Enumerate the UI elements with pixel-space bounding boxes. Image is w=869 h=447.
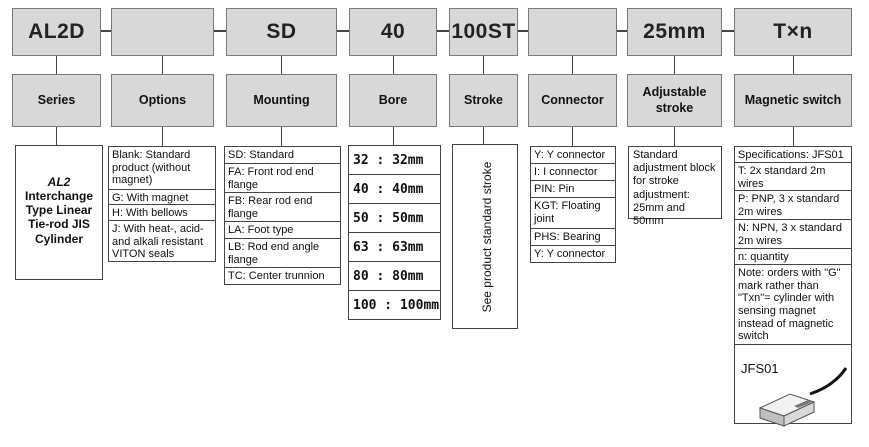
connector-list bbox=[530, 146, 616, 263]
code-bore: 40 bbox=[349, 8, 437, 56]
series-model: AL2 bbox=[47, 175, 71, 189]
connector-line bbox=[393, 56, 394, 74]
code-adjustable-stroke: 25mm bbox=[627, 8, 722, 56]
connector-line bbox=[281, 127, 282, 146]
series-description bbox=[16, 175, 102, 246]
header-options: Options bbox=[111, 74, 214, 127]
connector-item: PHS: Bearing bbox=[530, 228, 616, 246]
header-adjustable-stroke: Adjustable stroke bbox=[627, 74, 722, 127]
connector-line bbox=[393, 127, 394, 145]
connector-line bbox=[483, 56, 484, 74]
bore-item: 50 : 50mm bbox=[348, 203, 441, 233]
option-item: Blank: Standard product (without magnet) bbox=[108, 146, 216, 190]
bore-item: 40 : 40mm bbox=[348, 174, 441, 204]
bore-item: 63 : 63mm bbox=[348, 232, 441, 262]
dash-7 bbox=[722, 30, 734, 32]
bore-item: 100 : 100mm bbox=[348, 290, 441, 320]
connector-item: Y: Y connector bbox=[530, 146, 616, 164]
connector-line bbox=[162, 127, 163, 146]
series-name: Interchange Type Linear Tie-rod JIS Cylinder bbox=[24, 189, 93, 246]
dash-4 bbox=[437, 30, 449, 32]
header-magnetic-switch: Magnetic switch bbox=[734, 74, 852, 127]
bore-list bbox=[348, 145, 441, 320]
bore-item: 80 : 80mm bbox=[348, 261, 441, 291]
header-bore: Bore bbox=[349, 74, 437, 127]
header-series: Series bbox=[12, 74, 101, 127]
magnetic-switch-item: Note: orders with "G" mark rather than "Txn"= cylinder with sensing magnet instead of magnetic switch bbox=[734, 264, 852, 345]
dash-6 bbox=[617, 30, 627, 32]
connector-line bbox=[56, 56, 57, 74]
mounting-item: SD: Standard bbox=[224, 146, 341, 164]
connector-item: PIN: Pin bbox=[530, 180, 616, 198]
option-item: G: With magnet bbox=[108, 189, 216, 205]
connector-line bbox=[281, 56, 282, 74]
header-connector: Connector bbox=[528, 74, 617, 127]
dash-2 bbox=[214, 30, 226, 32]
code-magnetic-switch: T×n bbox=[734, 8, 852, 56]
connector-line bbox=[572, 56, 573, 74]
magnetic-switch-item: Specifications: JFS01 bbox=[734, 146, 852, 163]
connector-line bbox=[483, 127, 484, 144]
mounting-item: FA: Front rod end flange bbox=[224, 163, 341, 193]
dash-1 bbox=[101, 30, 111, 32]
connector-item: I: I connector bbox=[530, 163, 616, 181]
magnetic-switch-item: T: 2x standard 2m wires bbox=[734, 162, 852, 191]
connector-item: KGT: Floating joint bbox=[530, 197, 616, 229]
jfs01-label: JFS01 bbox=[741, 361, 779, 376]
adjustable-stroke-note: Standard adjustment block for stroke adjustment: 25mm and 50mm bbox=[628, 146, 722, 219]
connector-line bbox=[56, 127, 57, 145]
dash-5 bbox=[518, 30, 528, 32]
mounting-item: LA: Foot type bbox=[224, 221, 341, 239]
mounting-list bbox=[224, 146, 341, 285]
connector-line bbox=[674, 127, 675, 146]
header-mounting: Mounting bbox=[226, 74, 337, 127]
magnetic-switch-item: N: NPN, 3 x standard 2m wires bbox=[734, 219, 852, 249]
connector-line bbox=[793, 127, 794, 146]
code-mounting: SD bbox=[226, 8, 337, 56]
connector-line bbox=[162, 56, 163, 74]
code-connector bbox=[528, 8, 617, 56]
sensor-illustration bbox=[750, 366, 850, 436]
connector-line bbox=[793, 56, 794, 74]
header-stroke: Stroke bbox=[449, 74, 518, 127]
connector-item: Y: Y connector bbox=[530, 245, 616, 263]
option-item: J: With heat-, acid- and alkali resistant VITON seals bbox=[108, 220, 216, 262]
magnetic-switch-item: P: PNP, 3 x standard 2m wires bbox=[734, 190, 852, 220]
connector-line bbox=[674, 56, 675, 74]
magnetic-switch-item: n: quantity bbox=[734, 248, 852, 265]
stroke-note: See product standard stroke bbox=[480, 161, 494, 313]
bore-item: 32 : 32mm bbox=[348, 145, 441, 175]
option-item: H: With bellows bbox=[108, 204, 216, 221]
mounting-item: TC: Center trunnion bbox=[224, 267, 341, 285]
code-stroke: 100ST bbox=[449, 8, 518, 56]
mounting-item: LB: Rod end angle flange bbox=[224, 238, 341, 268]
code-series: AL2D bbox=[12, 8, 101, 56]
options-list bbox=[108, 146, 216, 262]
dash-3 bbox=[337, 30, 349, 32]
connector-line bbox=[572, 127, 573, 146]
code-options bbox=[111, 8, 214, 56]
mounting-item: FB: Rear rod end flange bbox=[224, 192, 341, 222]
